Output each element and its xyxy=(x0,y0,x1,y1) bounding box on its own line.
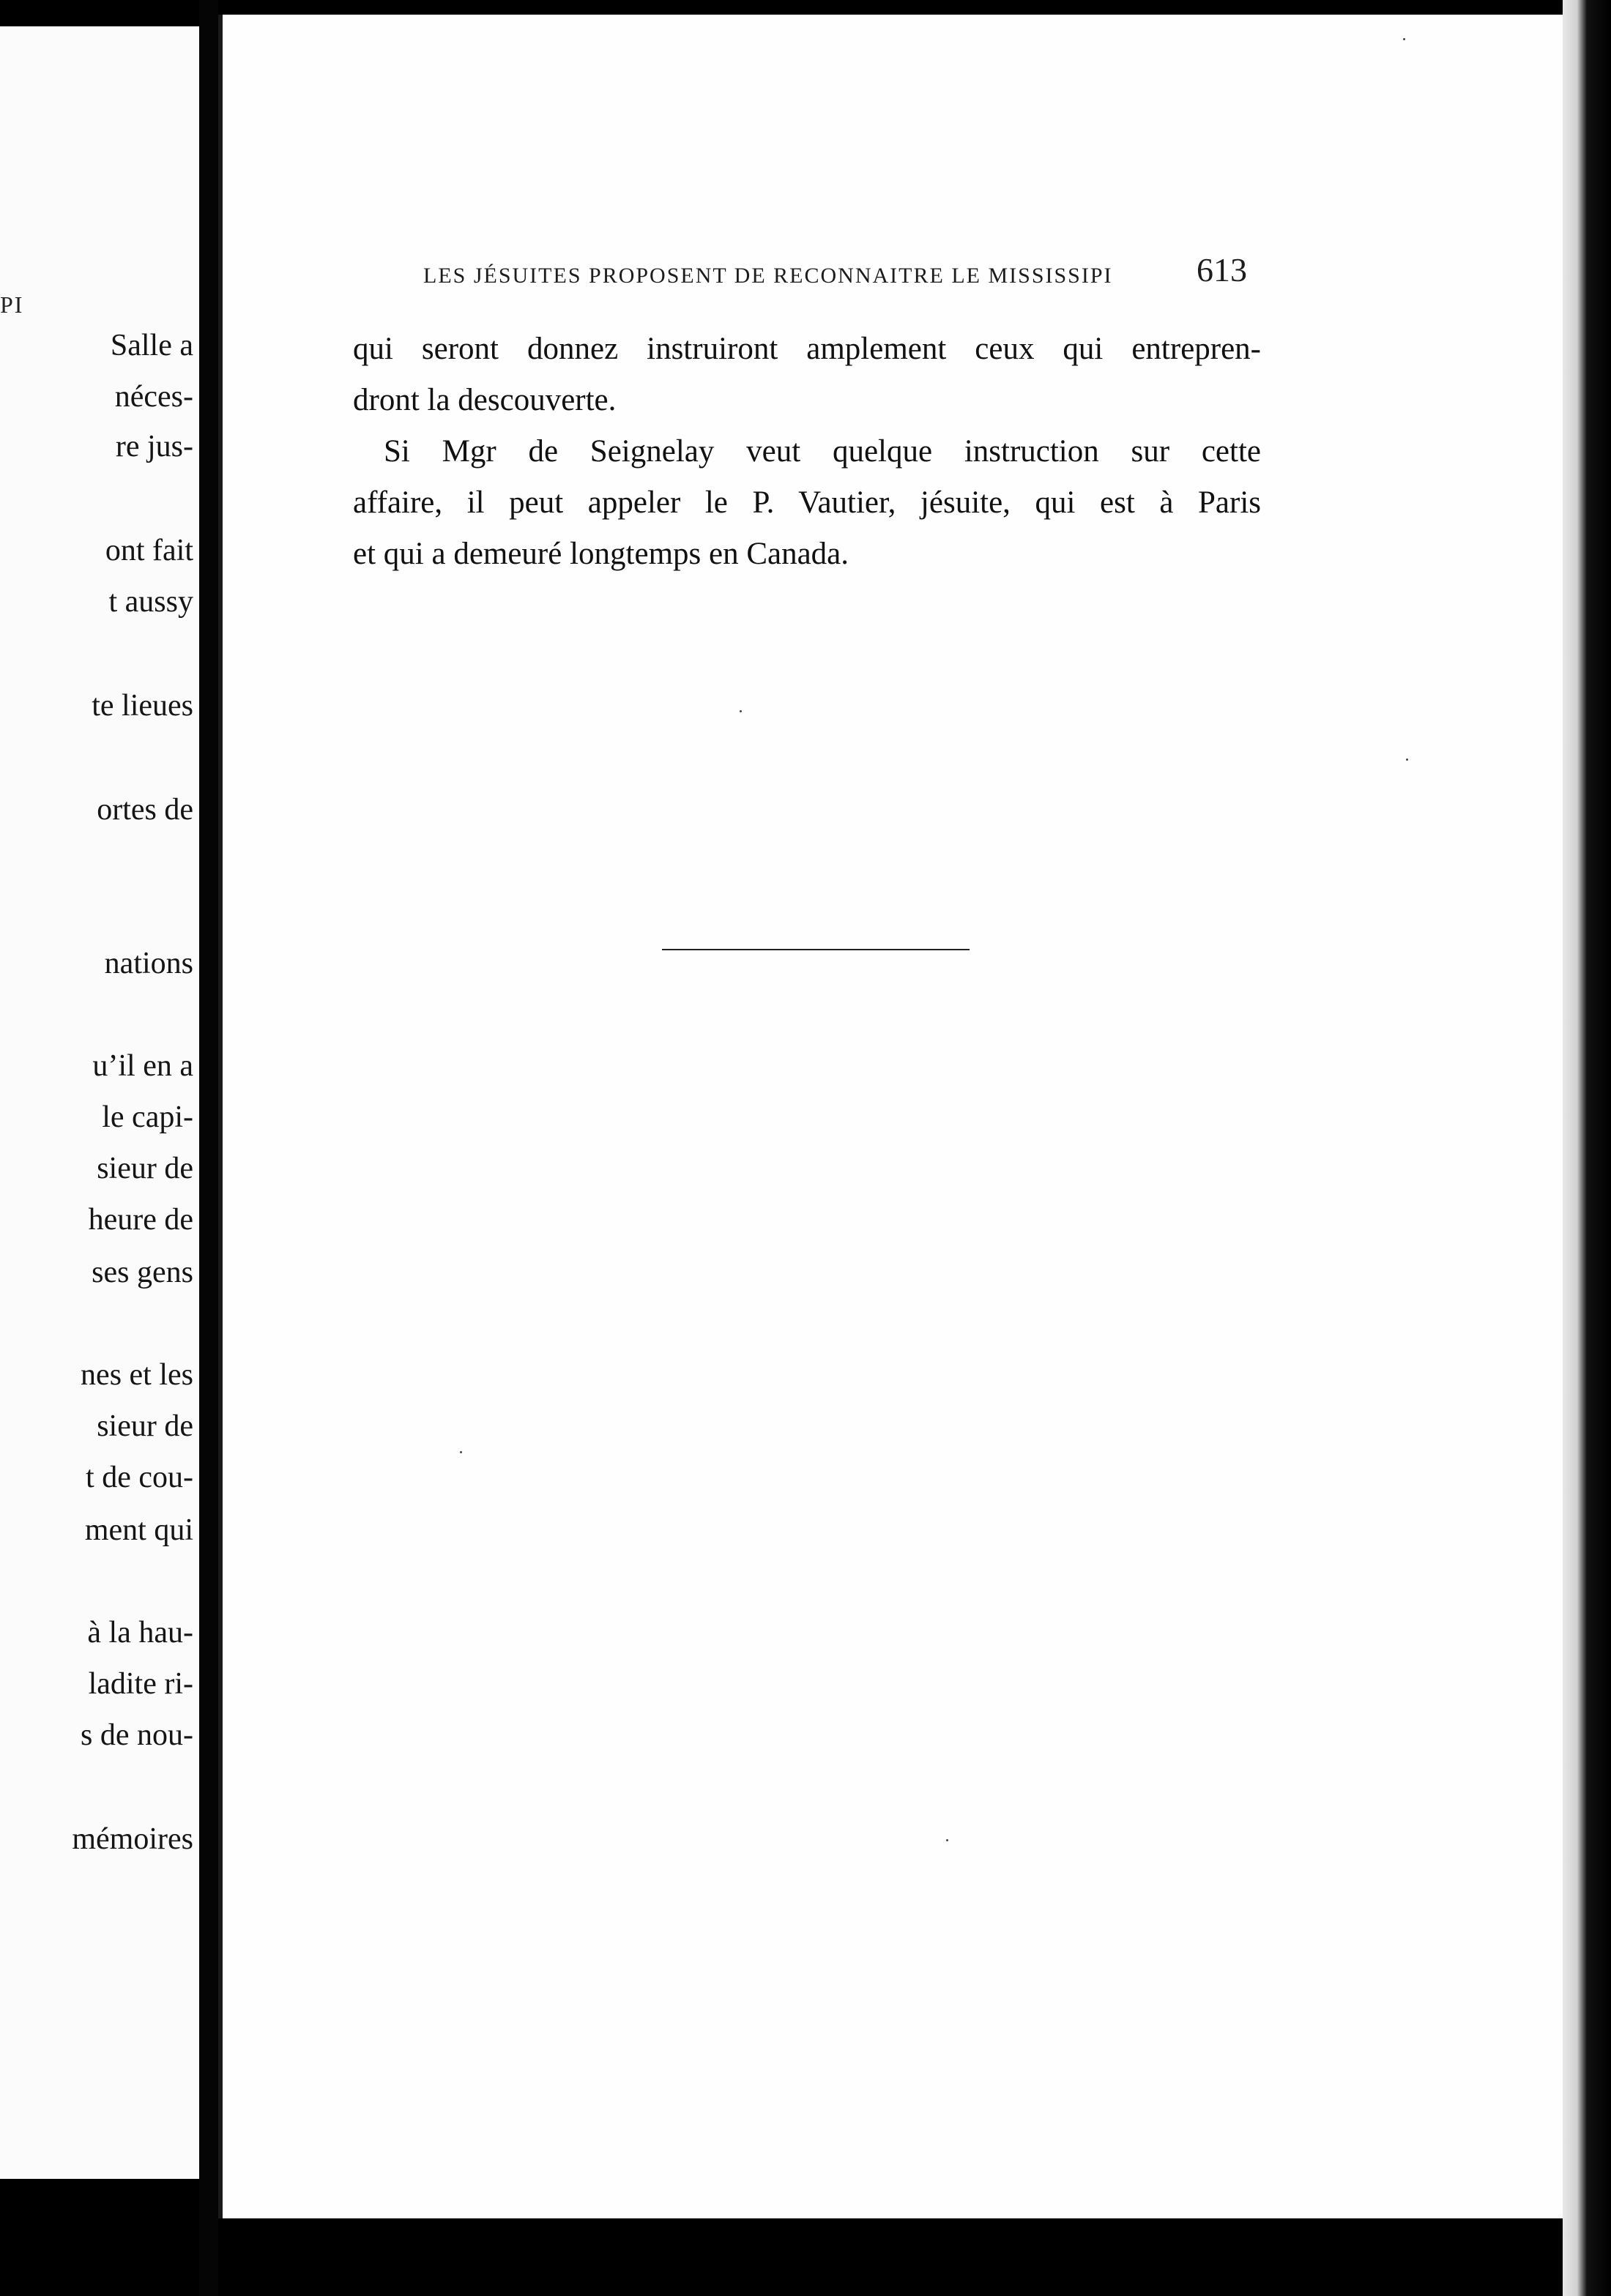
left-text-line: le capi- xyxy=(102,1100,193,1134)
left-text-line: t de cou- xyxy=(86,1461,193,1494)
left-text-line: ses gens xyxy=(92,1256,193,1289)
paper-speck xyxy=(460,1451,462,1453)
left-text-line: ont fait xyxy=(105,534,193,567)
left-text-line: t aussy xyxy=(108,585,193,619)
body-text-line: qui seront donnez instruiront amplement ceux qui entrepren- xyxy=(353,332,1261,366)
left-text-line: s de nou- xyxy=(81,1718,193,1752)
left-running-head: PI xyxy=(0,291,24,318)
paper-speck xyxy=(740,710,742,712)
left-text-line: néces- xyxy=(114,380,193,414)
paper-speck xyxy=(1406,758,1408,761)
paper-speck xyxy=(946,1839,948,1841)
body-text-line: Si Mgr de Seignelay veut quelque instruction sur cette xyxy=(384,434,1261,469)
left-text-line: nations xyxy=(104,947,193,980)
left-text-line: ortes de xyxy=(97,793,193,827)
left-text-line: heure de xyxy=(88,1203,193,1237)
page-edge-shadow xyxy=(1563,0,1611,2296)
left-text-line: sieur de xyxy=(97,1152,193,1185)
left-text-line: à la hau- xyxy=(87,1616,193,1650)
body-text xyxy=(353,324,1261,580)
body-text-line: affaire, il peut appeler le P. Vautier, jésuite, qui est à Paris xyxy=(353,485,1261,520)
body-text-line: et qui a demeuré longtemps en Canada. xyxy=(353,537,849,571)
left-text-line: sieur de xyxy=(97,1409,193,1443)
left-text-line: te lieues xyxy=(92,689,193,723)
left-text-line: mémoires xyxy=(72,1822,193,1856)
running-head: LES JÉSUITES PROPOSENT DE RECONNAITRE LE MISSISSIPI xyxy=(423,264,1113,288)
left-facing-page xyxy=(0,26,199,2179)
left-text-line: ladite ri- xyxy=(88,1667,193,1701)
paper-speck xyxy=(1403,38,1405,40)
body-text-line: dront la descouverte. xyxy=(353,383,617,417)
left-text-line: ment qui xyxy=(84,1513,193,1547)
left-text-line: re jus- xyxy=(115,430,193,463)
page-number: 613 xyxy=(1197,251,1247,288)
left-text-line: Salle a xyxy=(110,329,193,362)
section-end-rule xyxy=(662,949,970,950)
book-gutter xyxy=(199,0,218,2296)
left-text-line: u’il en a xyxy=(92,1049,193,1083)
left-text-line: nes et les xyxy=(81,1358,193,1392)
